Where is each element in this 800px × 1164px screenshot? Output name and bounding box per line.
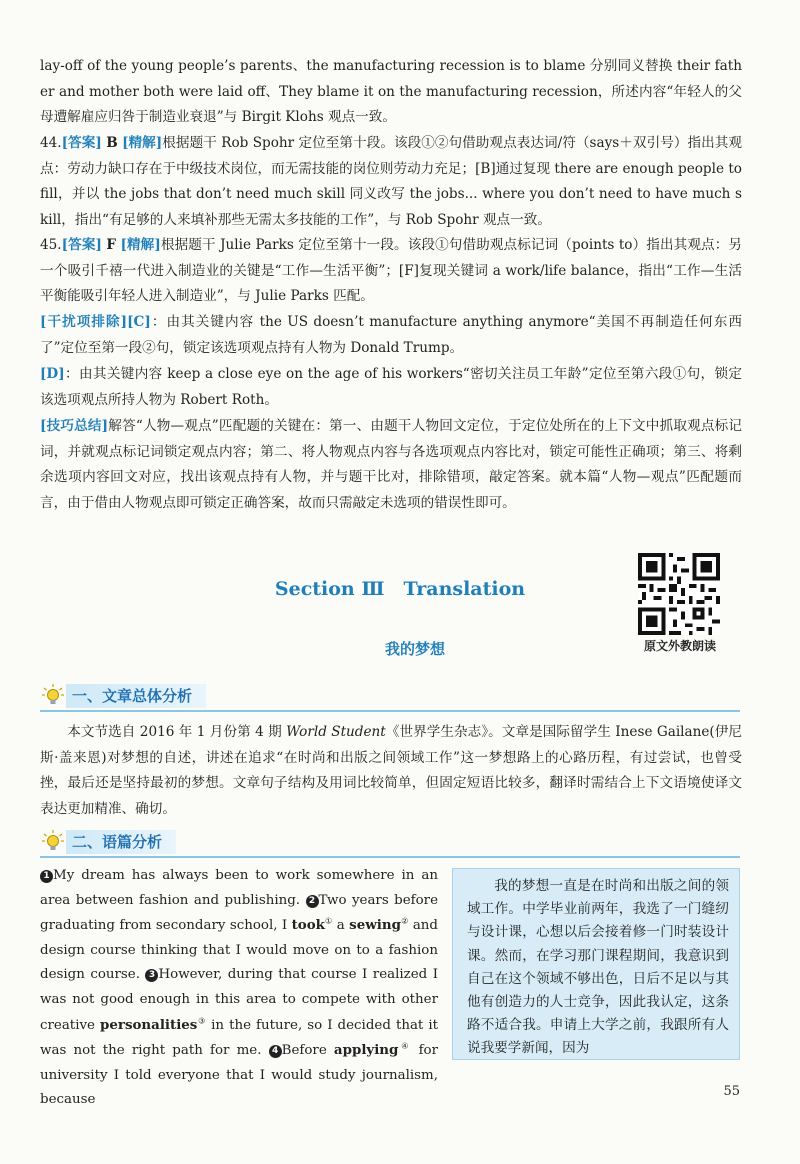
- vocab-word: sewing: [349, 917, 401, 934]
- answer-letter: F: [106, 237, 117, 253]
- paragraph-continuation: lay-off of the young people’s parents、the manufacturing recession is to blame 分别同义替换 their father and mother both were laid off、They blame it on the manufacturing recession，所述内容“年轻人的父母遭解雇应归咎于制造业衰退”与 Birgit Klohs 观点一致。: [40, 58, 742, 125]
- lightbulb-icon: [40, 828, 66, 854]
- vocab-word: applying: [333, 1042, 399, 1059]
- tips-text: 解答“人物—观点”匹配题的关键在：第一、由题干人物回文定位，于定位处所在的上下文中抓取观点标记词，并就观点标记词锁定观点内容；第二、将人物观点内容与各选项观点内容比对，锁定可能性正确项；第三、将剩余选项内容回文对应，找出该观点持有人物，并与题干比对，排除错项，敲定答案。就本篇“人物—观点”匹配题而言，由于借由人物观点即可锁定正确答案，故而只需敲定未选项的错误性即可。: [40, 418, 742, 511]
- sentence-1: My dream has always been to work somewhere in an area between fashion and publishing.: [40, 868, 438, 908]
- distractor-tag: [干扰项排除]: [40, 314, 128, 330]
- vocab-note: ③: [197, 1016, 207, 1026]
- option-d-text: ：由其关键内容 keep a close eye on the age of his workers“密切关注员工年龄”定位至第六段①句，锁定该选项观点所持人物为 Robert Roth。: [40, 366, 742, 408]
- lightbulb-icon: [40, 682, 66, 708]
- sentence-2: Two years before graduating from secondary school, I: [40, 892, 439, 934]
- answer-letter: B: [106, 135, 118, 151]
- page-number: 55: [723, 1084, 740, 1099]
- english-passage: [40, 864, 438, 1113]
- overview-pre: 本文节选自 2016 年 1 月份第 4 期: [67, 724, 287, 740]
- translation-text: 我的梦想一直是在时尚和出版之间的领域工作。中学毕业前两年，我选了一门缝纫与设计课，心想以后会接着修一门时装设计课。然而，在学习那门课程期间，我意识到自己在这个领域不够出色，日后不足以与其他有创造力的人士竞争，因此我认定，这条路不适合我。申请上大学之前，我跟所有人说我要学新闻，因为: [467, 878, 729, 1057]
- article-title: 我的梦想: [384, 640, 445, 658]
- section-title: Section Ⅲ Translation: [274, 578, 526, 600]
- sentence-4: for university I told everyone that I would study journalism, because: [40, 1043, 438, 1108]
- distractor-c: [40, 310, 742, 361]
- heading-label: 二、语篇分析: [66, 830, 176, 854]
- translation-box: [452, 868, 740, 1060]
- heading-label: 一、文章总体分析: [66, 684, 206, 708]
- sentence-3: in the future, so I decided that it was not the right path for me.: [40, 1017, 439, 1059]
- answer-44: [40, 131, 742, 233]
- option-c-tag: [C]: [127, 314, 151, 330]
- vocab-note: ④: [398, 1041, 412, 1051]
- tips-summary: [40, 414, 742, 516]
- option-d-tag: [D]: [40, 366, 65, 382]
- sentence-4: Before: [281, 1043, 334, 1059]
- vocab-note: ②: [400, 916, 409, 926]
- question-number: 45.: [40, 237, 62, 253]
- sentence-2: and design course thinking that I would move on to a fashion design course.: [40, 918, 439, 983]
- section-heading-overview: [40, 684, 740, 712]
- sentence-marker: 4: [269, 1045, 282, 1058]
- explanation-text: 根据题干 Rob Spohr 定位至第十段。该段①②句借助观点表达词/符（says＋双引号）指出其观点：劳动力缺口存在于中级技术岗位，而无需技能的岗位则劳动力充足；[B]通过复现 there are enough people to fill，并以 the jobs that don’t need much skill 同义改写 the jobs... where you don’t need to have much skill，指出“有足够的人来填补那些无需太多技能的工作”，与 Rob Spohr 观点一致。: [40, 135, 742, 228]
- section-heading-discourse: [40, 830, 740, 858]
- sentence-marker: 1: [40, 870, 53, 883]
- answer-tag: [答案]: [61, 135, 102, 151]
- answer-tag: [答案]: [61, 237, 102, 253]
- tips-tag: [技巧总结]: [40, 418, 109, 434]
- sentence-2: a: [332, 918, 350, 934]
- qr-code-icon: [638, 553, 720, 635]
- option-c-text: ：由其关键内容 the US doesn’t manufacture anything anymore“美国不再制造任何东西了”定位至第一段②句，锁定该选项观点持有人物为 Donald Trump。: [40, 314, 742, 356]
- explanation-text: 根据题干 Julie Parks 定位至第十一段。该段①句借助观点标记词（points to）指出其观点：另一个吸引千禧一代进入制造业的关键是“工作—生活平衡”；[F]复现关键词 a work/life balance，指出“工作—生活平衡能吸引年轻人进入制造业”，与 Julie Parks 匹配。: [40, 237, 742, 304]
- sentence-marker: 2: [306, 895, 319, 908]
- sentence-marker: 3: [145, 969, 158, 982]
- overview-paragraph: [40, 720, 742, 822]
- question-number: 44.: [40, 135, 62, 151]
- magazine-name: World Student: [286, 724, 386, 740]
- answer-45: [40, 233, 742, 310]
- explain-tag: [精解]: [122, 135, 163, 151]
- vocab-word: personalities: [100, 1016, 198, 1033]
- overview-post: 《世界学生杂志》。文章是国际留学生 Inese Gailane(伊尼斯·盖来恩)对梦想的自述，讲述在追求“在时尚和出版之间领域工作”这一梦想路上的心路历程，有过尝试，也曾受挫，最后还是坚持最初的梦想。文章句子结构及用词比较简单，但固定短语比较多，翻译时需结合上下文语境使译文表达更加精准、确切。: [40, 724, 742, 817]
- explain-tag: [精解]: [120, 237, 161, 253]
- distractor-d: [40, 362, 742, 413]
- vocab-note: ①: [324, 916, 333, 926]
- qr-caption: 原文外教朗读: [643, 639, 716, 653]
- sentence-3: However, during that course I realized I was not good enough in this area to compete with other creative: [40, 967, 438, 1033]
- vocab-word: took: [291, 917, 325, 934]
